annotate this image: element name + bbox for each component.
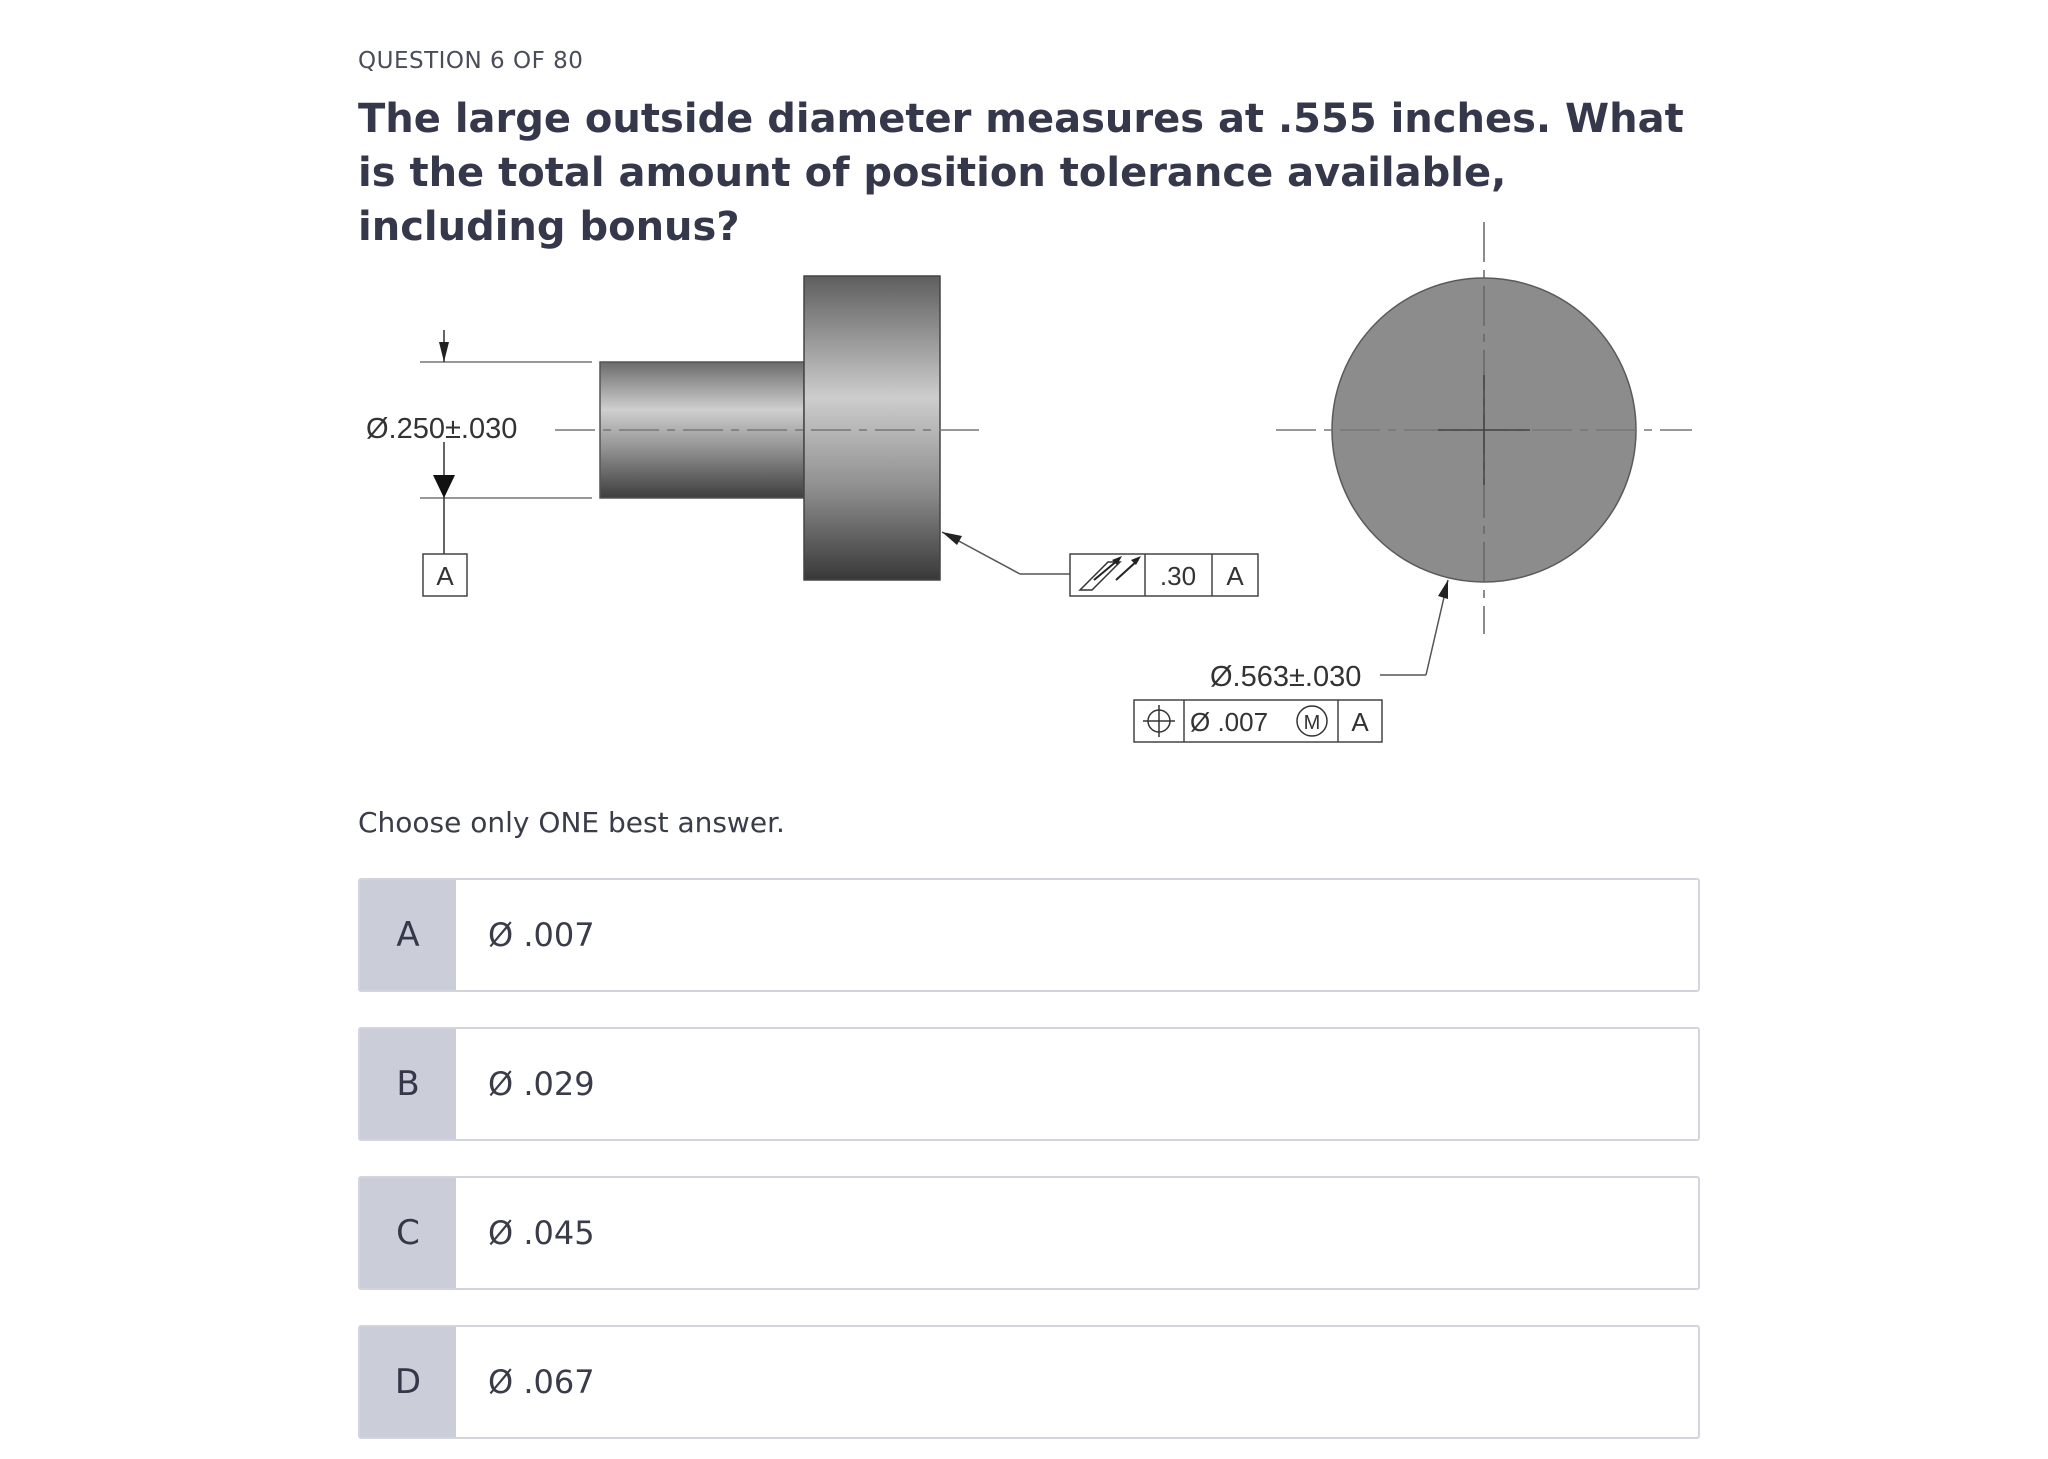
option-text: Ø .045 [488,1214,595,1252]
question-text: The large outside diameter measures at .555 inches. What is the total amount of position tolerance available, including bonus? [358,96,1684,250]
answer-option-c[interactable] [358,1176,1700,1290]
answer-option-d[interactable] [358,1325,1700,1439]
option-letter: B [360,1029,456,1139]
end-view [1276,222,1692,634]
runout-tolerance: .30 [1159,561,1197,591]
mmc-modifier: M [1303,712,1321,734]
side-view [366,276,982,596]
option-text: Ø .029 [488,1065,595,1103]
datum-a-label: A [436,561,454,591]
answer-option-a[interactable] [358,878,1700,992]
position-datum: A [1351,707,1369,737]
option-letter: C [360,1178,456,1288]
large-diameter-dimension: Ø.563±.030 [1210,661,1362,693]
option-text: Ø .067 [488,1363,595,1401]
option-letter: A [360,880,456,990]
small-diameter-dimension: Ø.250±.030 [366,413,518,445]
answer-option-b[interactable] [358,1027,1700,1141]
option-text: Ø .007 [488,916,595,954]
gdt-drawing [340,210,1720,770]
runout-datum: A [1226,561,1244,591]
runout-callout [942,532,1258,596]
question-counter: QUESTION 6 OF 80 [358,48,584,74]
position-callout [1134,580,1448,742]
position-tolerance: Ø .007 [1190,707,1269,737]
option-letter: D [360,1327,456,1437]
instruction-text: Choose only ONE best answer. [358,806,785,839]
